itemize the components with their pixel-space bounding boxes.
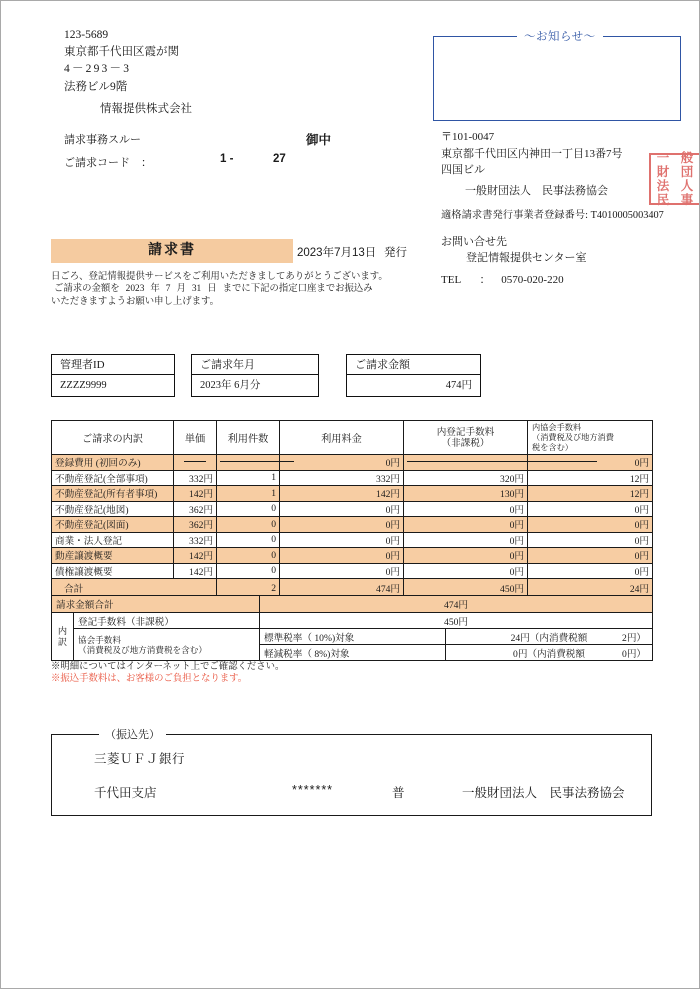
invoice-title-bar xyxy=(51,239,293,263)
customer-company: 情報提供株式会社 xyxy=(100,102,192,115)
bank-account-type: 普 xyxy=(392,786,405,800)
charges-table-body xyxy=(52,455,653,598)
bank-account-holder: 一般財団法人 民事法務協会 xyxy=(462,786,625,800)
footer-notes xyxy=(51,661,284,686)
summary-value: 474円 xyxy=(445,380,472,391)
row-registration-fee: 0円 xyxy=(404,532,528,548)
col-header-registration-fee xyxy=(404,421,528,455)
row-registration-fee: 0円 xyxy=(404,501,528,517)
row-association-fee: 0円 xyxy=(528,532,653,548)
table-row xyxy=(52,532,653,548)
col-header-line: 税を含む） xyxy=(532,442,573,452)
tel-colon: ： xyxy=(479,273,491,286)
summary-label: ご請求年月 xyxy=(192,355,318,375)
row-unit-price: 142円 xyxy=(174,563,217,579)
notice-box-title: 〜お知らせ〜 xyxy=(517,28,603,44)
seal-char: 財 xyxy=(656,164,670,179)
bank-transfer-box xyxy=(51,734,652,816)
col-header-line: 内登記手数料 xyxy=(436,426,495,438)
breakdown-tax-rate-standard: 標準税率（ 10%)対象 xyxy=(260,629,446,645)
issuer-postal: 〒101-0047 xyxy=(441,131,495,143)
row-count: 1 xyxy=(217,470,280,486)
breakdown-label: 登記手数料（非課税） xyxy=(74,613,260,629)
greeting-text xyxy=(51,271,388,308)
summary-label: 管理者ID xyxy=(52,355,174,375)
row-description: 登録費用 (初回のみ) xyxy=(52,455,174,471)
seal-char: 法 xyxy=(656,178,670,193)
due-year-unit: 年 xyxy=(150,284,160,295)
note-transfer-fee: ※振込手数料は、お客様のご負担となります。 xyxy=(51,674,248,685)
row-usage-fee: 0円 xyxy=(280,548,404,564)
issue-label: 発行 xyxy=(384,247,407,259)
summary-box-admin-id xyxy=(51,354,175,397)
due-year: 2023 xyxy=(125,284,145,295)
breakdown-label-association xyxy=(74,629,260,661)
seal-char: 一 xyxy=(656,150,670,165)
col-header-line: 内協会手数料 xyxy=(532,422,582,432)
col-header-count: 利用件数 xyxy=(217,421,280,455)
customer-address-line2: 4－293－3 xyxy=(64,63,132,76)
bank-branch: 千代田支店 xyxy=(94,786,157,800)
table-row xyxy=(52,563,653,579)
row-description: 不動産登記(所有者事項) xyxy=(52,486,174,502)
row-count: 0 xyxy=(217,517,280,533)
row-unit-price xyxy=(174,455,217,471)
due-day: 31 xyxy=(191,284,202,295)
row-count: 0 xyxy=(217,548,280,564)
table-header-row xyxy=(52,421,653,455)
amount-main: 0円（内消費税額 xyxy=(513,648,585,660)
tel-label: TEL xyxy=(441,273,461,286)
row-usage-fee: 0円 xyxy=(280,532,404,548)
breakdown-amount-reduced xyxy=(446,645,653,661)
greeting-line2-a: ご請求の金額を xyxy=(54,284,120,295)
breakdown-row-registration xyxy=(52,613,653,629)
due-month: 7 xyxy=(165,284,171,295)
charges-table xyxy=(51,420,653,598)
row-association-fee: 0円 xyxy=(528,517,653,533)
vertical-label-char: 訳 xyxy=(57,636,68,647)
row-description: 不動産登記(図面) xyxy=(52,517,174,533)
row-unit-price: 332円 xyxy=(174,532,217,548)
row-usage-fee: 0円 xyxy=(280,455,404,471)
row-count xyxy=(217,455,280,471)
breakdown-table xyxy=(51,595,653,661)
row-usage-fee: 0円 xyxy=(280,563,404,579)
table-row xyxy=(52,470,653,486)
row-registration-fee xyxy=(404,455,528,471)
breakdown-amount-standard xyxy=(446,629,653,645)
greeting-line3: いただきますようお願い申し上げます。 xyxy=(51,296,220,307)
row-unit-price: 142円 xyxy=(174,486,217,502)
customer-dept: 請求事務スルー xyxy=(64,134,141,146)
row-registration-fee: 320円 xyxy=(404,470,528,486)
row-unit-price: 362円 xyxy=(174,517,217,533)
customer-address-line1: 東京都千代田区霞が関 xyxy=(64,46,179,59)
total-count: 2 xyxy=(217,579,280,598)
table-row xyxy=(52,486,653,502)
billing-code-colon: ： xyxy=(141,157,152,169)
honorific: 御中 xyxy=(306,133,332,147)
row-registration-fee: 130円 xyxy=(404,486,528,502)
customer-postal: 123-5689 xyxy=(64,29,109,41)
issuer-address-line1: 東京都千代田区内神田一丁目13番7号 xyxy=(441,147,623,160)
page-title: 請求書 xyxy=(148,243,196,258)
breakdown-row-standard-rate xyxy=(52,629,653,645)
issuer-address-line2: 四国ビル xyxy=(441,164,485,176)
due-month-unit: 月 xyxy=(176,284,186,295)
issuer-contact-label: お問い合せ先 xyxy=(441,235,507,248)
row-registration-fee: 0円 xyxy=(404,563,528,579)
issuer-tel-row xyxy=(441,272,664,289)
customer-address-line3: 法務ビル9階 xyxy=(64,80,128,93)
row-count: 0 xyxy=(217,532,280,548)
total-registration-fee: 450円 xyxy=(404,579,528,598)
grand-total-value: 474円 xyxy=(260,596,653,613)
col-header-description: ご請求の内訳 xyxy=(52,421,174,455)
customer-address-block xyxy=(64,27,192,118)
row-usage-fee: 0円 xyxy=(280,501,404,517)
col-header-line: （消費税及び地方消費 xyxy=(532,432,614,442)
col-header-line: （非課税） xyxy=(441,437,490,449)
row-association-fee: 0円 xyxy=(528,563,653,579)
row-description: 商業・法人登記 xyxy=(52,532,174,548)
total-usage-fee: 474円 xyxy=(280,579,404,598)
row-association-fee: 0円 xyxy=(528,501,653,517)
breakdown-value: 450円 xyxy=(260,613,653,629)
seal-char: 団 xyxy=(680,164,694,179)
table-row xyxy=(52,455,653,471)
breakdown-grand-row xyxy=(52,596,653,613)
issue-date: 2023年7月13日 xyxy=(297,247,377,259)
grand-total-label: 請求金額合計 xyxy=(52,596,260,613)
issuer-block xyxy=(441,129,664,288)
row-registration-fee: 0円 xyxy=(404,548,528,564)
row-registration-fee: 0円 xyxy=(404,517,528,533)
issuer-registration-number: 適格請求書発行事業者登録番号: T4010005003407 xyxy=(441,210,664,221)
row-association-fee: 12円 xyxy=(528,470,653,486)
notice-box xyxy=(433,36,681,121)
bank-name: 三菱ＵＦＪ銀行 xyxy=(94,752,186,766)
row-usage-fee: 0円 xyxy=(280,517,404,533)
row-count: 1 xyxy=(217,486,280,502)
amount-tail: 0円） xyxy=(622,648,647,660)
greeting-line2 xyxy=(51,283,388,295)
breakdown-label-line: （消費税及び地方消費税を含む） xyxy=(78,645,207,655)
table-row xyxy=(52,548,653,564)
col-header-unit-price: 単価 xyxy=(174,421,217,455)
row-description: 動産譲渡概要 xyxy=(52,548,174,564)
bank-box-legend: （振込先） xyxy=(99,726,166,742)
greeting-line1: 日ごろ、登記情報提供サービスをご利用いただきましてありがとうございます。 xyxy=(51,272,388,282)
row-count: 0 xyxy=(217,501,280,517)
seal-char: 般 xyxy=(680,150,694,165)
due-day-unit: 日 xyxy=(207,284,217,295)
row-unit-price: 362円 xyxy=(174,501,217,517)
total-label: 合計 xyxy=(52,579,217,598)
amount-main: 24円（内消費税額 xyxy=(510,632,588,644)
billing-code-label: ご請求コード xyxy=(64,157,130,169)
amount-tail: 2円） xyxy=(622,632,647,644)
billing-code-part1: 1 - xyxy=(220,153,234,165)
company-seal-icon xyxy=(649,150,700,207)
col-header-usage-fee: 利用料金 xyxy=(280,421,404,455)
table-row xyxy=(52,517,653,533)
row-unit-price: 142円 xyxy=(174,548,217,564)
greeting-line2-b: までに下記の指定口座までお振込み xyxy=(222,284,373,295)
row-count: 0 xyxy=(217,563,280,579)
summary-box-billing-amount xyxy=(346,354,481,397)
breakdown-vertical-label xyxy=(52,613,74,661)
row-description: 債権譲渡概要 xyxy=(52,563,174,579)
summary-value: ZZZZ9999 xyxy=(60,380,107,391)
total-association-fee: 24円 xyxy=(528,579,653,598)
row-unit-price: 332円 xyxy=(174,470,217,486)
summary-label: ご請求金額 xyxy=(347,355,480,375)
breakdown-tax-rate-reduced: 軽減税率（ 8%)対象 xyxy=(260,645,446,661)
seal-char: 人 xyxy=(680,178,694,193)
breakdown-label-line: 協会手数料 xyxy=(78,635,121,645)
seal-char: 事 xyxy=(680,192,694,207)
row-association-fee: 0円 xyxy=(528,548,653,564)
seal-char: 民 xyxy=(656,192,670,207)
row-usage-fee: 142円 xyxy=(280,486,404,502)
row-usage-fee: 332円 xyxy=(280,470,404,486)
table-row xyxy=(52,501,653,517)
row-description: 不動産登記(地図) xyxy=(52,501,174,517)
tel-number: 0570-020-220 xyxy=(501,273,564,286)
col-header-association-fee xyxy=(528,421,653,455)
row-description: 不動産登記(全部事項) xyxy=(52,470,174,486)
issuer-contact-dept: 登記情報提供センター室 xyxy=(466,252,587,264)
vertical-label-char: 内 xyxy=(57,626,68,636)
issuer-organization: 一般財団法人 民事法務協会 xyxy=(465,184,608,197)
billing-code-part2: 27 xyxy=(273,153,286,165)
summary-box-billing-month xyxy=(191,354,319,397)
summary-value: 2023年 6月分 xyxy=(200,380,261,391)
row-association-fee: 0円 xyxy=(528,455,653,471)
note-detail: ※明細についてはインターネット上でご確認ください。 xyxy=(51,662,285,672)
row-association-fee: 12円 xyxy=(528,486,653,502)
bank-account-number: ******* xyxy=(292,783,334,797)
